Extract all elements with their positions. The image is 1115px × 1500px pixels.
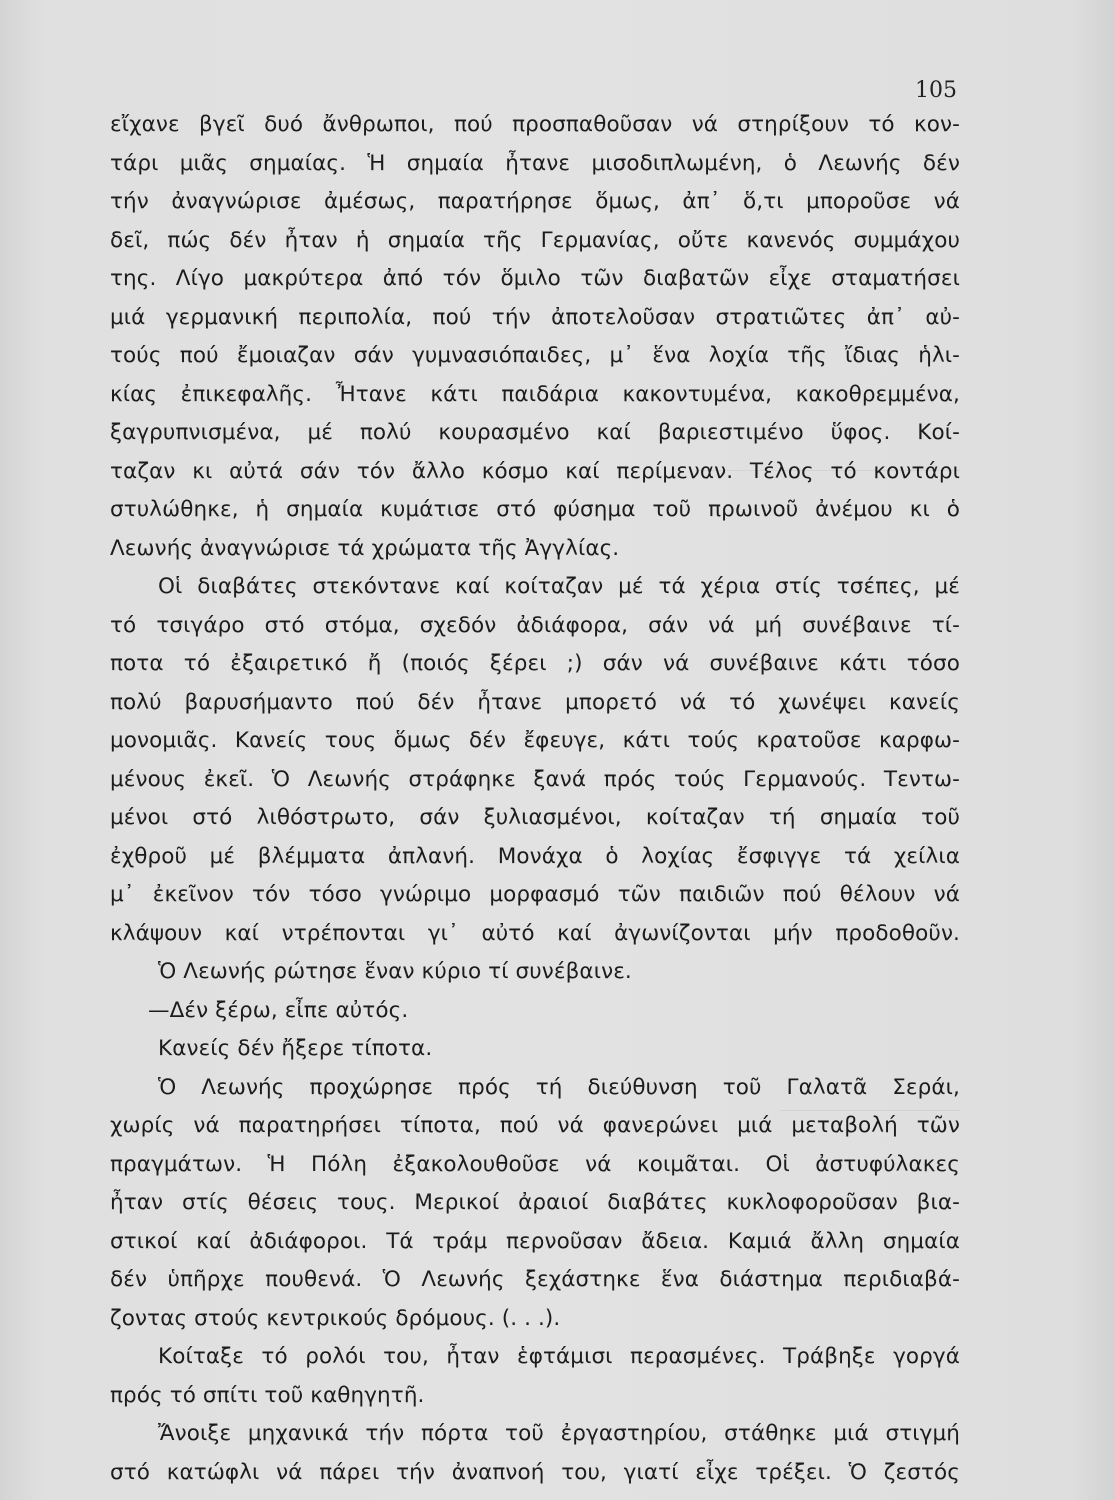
text-line: πραγμάτων. Ἡ Πόλη ἐξακολουθοῦσε νά κοιμᾶται. Οἱ ἀστυφύλακες (110, 1151, 960, 1177)
text-line: μ᾿ ἐκεῖνον τόν τόσο γνώριμο μορφασμό τῶν παιδιῶν πού θέλουν νά (110, 882, 960, 907)
text-line: Κοίταξε τό ρολόι του, ἦταν ἑφτάμισι περασμένες. Τράβηξε γοργά (158, 1344, 960, 1369)
text-line: στό κατώφλι νά πάρει τήν ἀναπνοή του, γιατί εἶχε τρέξει. Ὁ ζεστός (110, 1459, 960, 1485)
text-line: τούς πού ἔμοιαζαν σάν γυμνασιόπαιδες, μ᾿ ἕνα λοχία τῆς ἴδιας ἡλι- (110, 343, 960, 368)
text-line: κλάψουν καί ντρέπονται γι᾿ αὐτό καί ἀγωνίζονται μήν προδοθοῦν. (110, 920, 960, 946)
text-line: ἐχθροῦ μέ βλέμματα ἀπλανή. Μονάχα ὁ λοχίας ἔσφιγγε τά χείλια (110, 843, 960, 869)
text-line: ταζαν κι αὐτά σάν τόν ἄλλο κόσμο καί περίμεναν. Τέλος τό κοντάρι (110, 458, 960, 484)
text-line: —Δέν ξέρω, εἶπε αὐτός. (148, 997, 409, 1023)
text-line: μένοι στό λιθόστρωτο, σάν ξυλιασμένοι, κοίταζαν τή σημαία τοῦ (110, 805, 960, 830)
body-text (110, 106, 960, 1492)
text-line: τάρι μιᾶς σημαίας. Ἡ σημαία ἦτανε μισοδιπλωμένη, ὁ Λεωνής δέν (110, 150, 960, 176)
text-line: ξαγρυπνισμένα, μέ πολύ κουρασμένο καί βαριεστιμένο ὕφος. Κοί- (110, 420, 960, 445)
text-line: ζοντας στούς κεντρικούς δρόμους. (. . .). (110, 1305, 561, 1331)
text-line: δεῖ, πώς δέν ἦταν ἡ σημαία τῆς Γερμανίας, οὔτε κανενός συμμάχου (110, 227, 960, 253)
text-line: στικοί καί ἀδιάφοροι. Τά τράμ περνοῦσαν ἄδεια. Καμιά ἄλλη σημαία (110, 1228, 960, 1254)
text-line: Λεωνής ἀναγνώρισε τά χρώματα τῆς Ἀγγλίας. (110, 535, 620, 561)
text-line: ἦταν στίς θέσεις τους. Μερικοί ἀραιοί διαβάτες κυκλοφοροῦσαν βια- (110, 1190, 960, 1215)
text-line: μονομιᾶς. Κανείς τους ὅμως δέν ἔφευγε, κάτι τούς κρατοῦσε καρφω- (110, 728, 960, 753)
text-line: της. Λίγο μακρύτερα ἀπό τόν ὅμιλο τῶν διαβατῶν εἶχε σταματήσει (110, 266, 960, 291)
text-line: μιά γερμανική περιπολία, πού τήν ἀποτελοῦσαν στρατιῶτες ἀπ᾿ αὐ- (110, 304, 960, 330)
text-line: Οἱ διαβάτες στεκόντανε καί κοίταζαν μέ τά χέρια στίς τσέπες, μέ (158, 574, 960, 599)
text-line: Κανείς δέν ἤξερε τίποτα. (158, 1036, 433, 1061)
page-number: 105 (915, 78, 957, 103)
text-line: τήν ἀναγνώρισε ἀμέσως, παρατήρησε ὅμως, ἀπ᾿ ὅ,τι μποροῦσε νά (110, 189, 960, 214)
text-line: Ὁ Λεωνής προχώρησε πρός τή διεύθυνση τοῦ Γαλατᾶ Σεράι, (158, 1074, 960, 1100)
text-line: πολύ βαρυσήμαντο πού δέν ἦτανε μπορετό νά τό χωνέψει κανείς (110, 689, 960, 715)
text-line: στυλώθηκε, ἡ σημαία κυμάτισε στό φύσημα τοῦ πρωινοῦ ἀνέμου κι ὁ (110, 497, 960, 522)
text-line: Ὁ Λεωνής ρώτησε ἕναν κύριο τί συνέβαινε. (158, 959, 632, 984)
text-line: πρός τό σπίτι τοῦ καθηγητῆ. (110, 1382, 425, 1408)
text-line: εἴχανε βγεῖ δυό ἄνθρωποι, πού προσπαθοῦσαν νά στηρίξουν τό κον- (110, 112, 960, 137)
text-line: κίας ἐπικεφαλῆς. Ἦτανε κάτι παιδάρια κακοντυμένα, κακοθρεμμένα, (110, 381, 960, 407)
text-line: ποτα τό ἐξαιρετικό ἤ (ποιός ξέρει ;) σάν νά συνέβαινε κάτι τόσο (110, 651, 960, 676)
text-line: τό τσιγάρο στό στόμα, σχεδόν ἀδιάφορα, σάν νά μή συνέβαινε τί- (110, 612, 960, 638)
text-line: χωρίς νά παρατηρήσει τίποτα, πού νά φανερώνει μιά μεταβολή τῶν (110, 1113, 960, 1138)
text-line: μένους ἐκεῖ. Ὁ Λεωνής στράφηκε ξανά πρός τούς Γερμανούς. Τεντω- (110, 766, 960, 792)
text-line: Ἄνοιξε μηχανικά τήν πόρτα τοῦ ἐργαστηρίου, στάθηκε μιά στιγμή (158, 1421, 960, 1446)
text-line: δέν ὑπῆρχε πουθενά. Ὁ Λεωνής ξεχάστηκε ἕνα διάστημα περιδιαβά- (110, 1267, 960, 1292)
